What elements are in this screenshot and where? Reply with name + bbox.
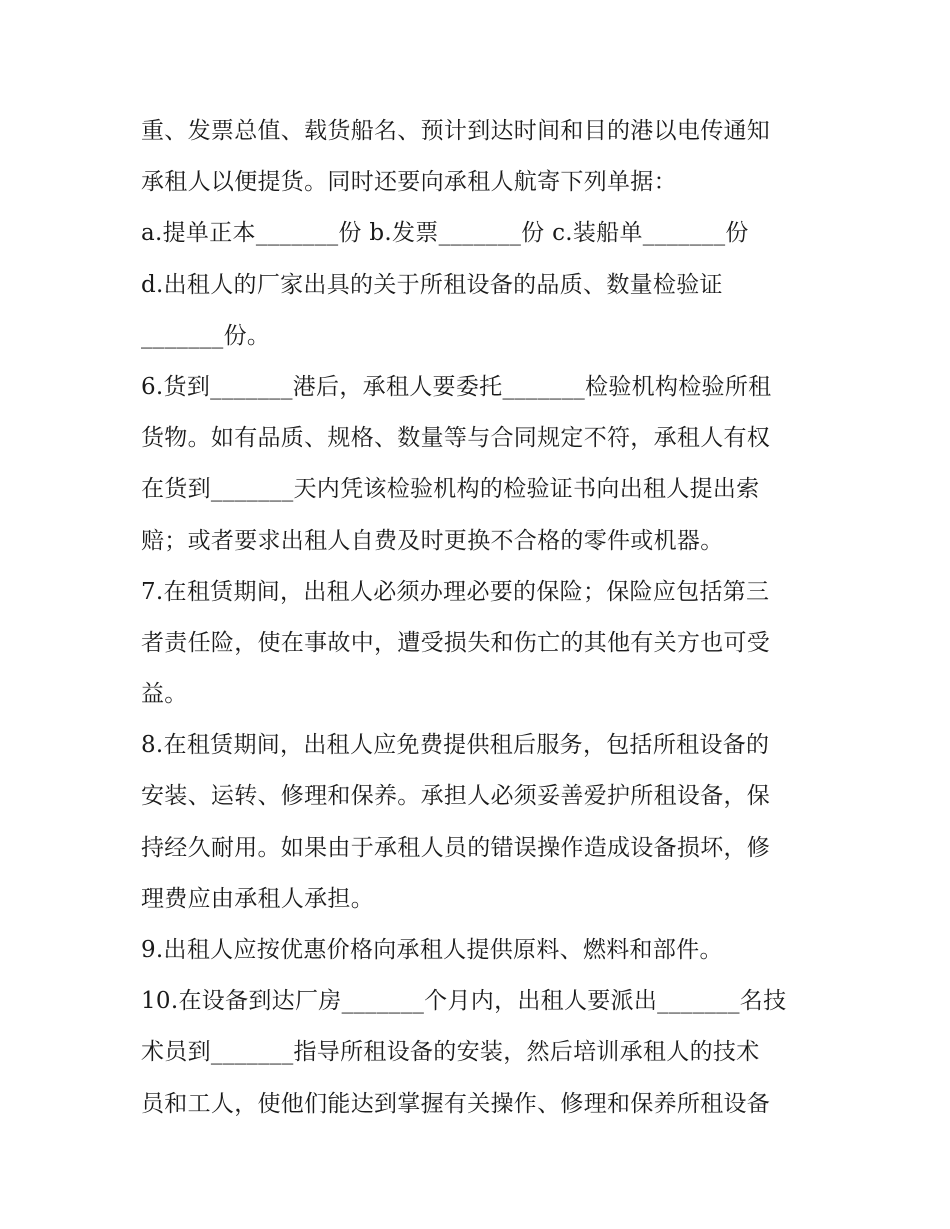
text-line: 理费应由承租人承担。 bbox=[141, 885, 374, 912]
contract-text-block bbox=[141, 106, 841, 1130]
clause-8-line: 8.在租赁期间，出租人应免费提供租后服务，包括所租设备的 bbox=[141, 732, 770, 759]
text-line: 员和工人，使他们能达到掌握有关操作、修理和保养所租设备 bbox=[141, 1090, 771, 1117]
text-line: 安装、运转、修理和保养。承担人必须妥善爱护所租设备，保 bbox=[141, 783, 771, 810]
clause-9-line: 9.出租人应按优惠价格向承租人提供原料、燃料和部件。 bbox=[141, 937, 723, 963]
text-line: 赔；或者要求出租人自费及时更换不合格的零件或机器。 bbox=[141, 527, 724, 554]
clause-6-line: 6.货到_______港后，承租人要委托_______检验机构检验所租 bbox=[141, 373, 772, 400]
clause-7-line: 7.在租赁期间，出租人必须办理必要的保险；保险应包括第三 bbox=[141, 578, 770, 605]
text-line: 货物。如有品质、规格、数量等与合同规定不符，承租人有权 bbox=[141, 425, 771, 452]
text-line: 术员到_______指导所租设备的安装，然后培训承租人的技术 bbox=[141, 1039, 760, 1066]
text-line: 持经久耐用。如果由于承租人员的错误操作造成设备损坏，修 bbox=[141, 834, 771, 861]
text-line: 承租人以便提货。同时还要向承租人航寄下列单据： bbox=[141, 169, 677, 196]
clause-10-line: 10.在设备到达厂房_______个月内，出租人要派出_______名技 bbox=[141, 988, 787, 1015]
text-line: _______份。 bbox=[141, 322, 271, 349]
text-line: 重、发票总值、载货船名、预计到达时间和目的港以电传通知 bbox=[141, 118, 771, 144]
text-line: 益。 bbox=[141, 681, 188, 708]
text-line: 在货到_______天内凭该检验机构的检验证书向出租人提出索 bbox=[141, 476, 760, 503]
text-line: a.提单正本_______份 b.发票_______份 c.装船单_______份 bbox=[141, 220, 749, 247]
text-line: 者责任险，使在事故中，遭受损失和伤亡的其他有关方也可受 bbox=[141, 629, 771, 656]
text-line: d.出租人的厂家出具的关于所租设备的品质、数量检验证 bbox=[141, 271, 723, 298]
